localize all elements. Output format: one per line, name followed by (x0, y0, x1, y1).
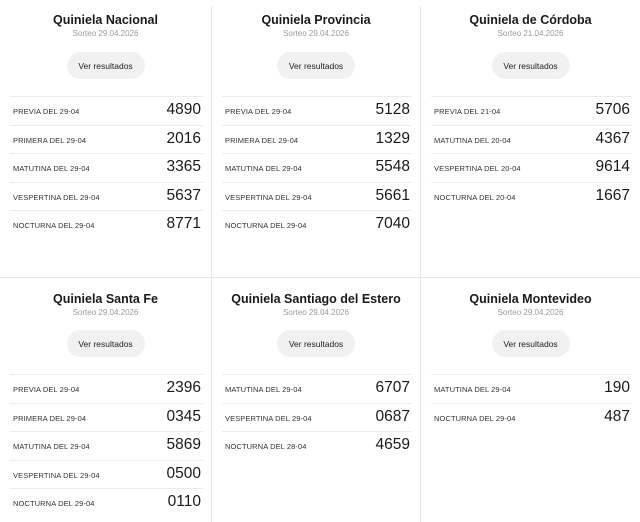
card-quiniela-provincia (212, 0, 420, 276)
result-row (222, 403, 412, 432)
winning-number: 2016 (166, 129, 201, 147)
draw-name: VESPERTINA DEL 29-04 (225, 192, 312, 202)
result-row (10, 153, 203, 182)
draw-name: PRIMERA DEL 29-04 (225, 135, 299, 145)
card-draw-date: Sorteo 21.04.2026 (497, 29, 564, 38)
winning-number: 2396 (166, 379, 201, 396)
draw-name: PRIMERA DEL 29-04 (13, 413, 87, 423)
result-row (431, 403, 632, 432)
winning-number: 5869 (166, 436, 201, 454)
winning-number: 4890 (166, 101, 201, 118)
draw-name: MATUTINA DEL 20-04 (434, 135, 511, 145)
draw-name: NOCTURNA DEL 29-04 (13, 221, 95, 231)
draw-name: PREVIA DEL 29-04 (225, 107, 292, 116)
winning-number: 0345 (166, 407, 201, 425)
winning-number: 487 (604, 407, 630, 425)
result-row (222, 374, 412, 403)
card-title: Quiniela Santiago del Estero (231, 292, 401, 306)
result-row (10, 488, 203, 517)
draw-name: NOCTURNA DEL 29-04 (225, 221, 307, 231)
card-title: Quiniela Montevideo (469, 292, 592, 306)
ver-resultados-button[interactable]: Ver resultados (492, 52, 570, 79)
results-list (431, 374, 632, 431)
draw-name: NOCTURNA DEL 28-04 (225, 442, 307, 452)
winning-number: 5706 (595, 101, 630, 118)
winning-number: 3365 (166, 158, 201, 176)
winning-number: 1667 (595, 186, 630, 204)
result-row (222, 431, 412, 460)
card-quiniela-santiago-del-estero (212, 278, 420, 522)
draw-name: VESPERTINA DEL 29-04 (225, 413, 312, 423)
card-title: Quiniela de Córdoba (469, 13, 592, 27)
winning-number: 0500 (166, 464, 201, 482)
draw-name: NOCTURNA DEL 29-04 (13, 499, 95, 509)
winning-number: 6707 (375, 379, 410, 396)
card-title: Quiniela Santa Fe (53, 292, 158, 306)
winning-number: 8771 (166, 215, 201, 233)
result-row (222, 210, 412, 239)
results-list (222, 96, 412, 239)
winning-number: 0687 (375, 407, 410, 425)
draw-name: MATUTINA DEL 29-04 (225, 385, 302, 394)
winning-number: 1329 (375, 129, 410, 147)
result-row (222, 153, 412, 182)
result-row (431, 374, 632, 403)
result-row (10, 125, 203, 154)
card-quiniela-cordoba (421, 0, 640, 276)
result-row (431, 125, 632, 154)
result-row (431, 96, 632, 125)
draw-name: VESPERTINA DEL 29-04 (13, 470, 100, 480)
result-row (10, 460, 203, 489)
card-title: Quiniela Nacional (53, 13, 158, 27)
ver-resultados-button[interactable]: Ver resultados (492, 330, 570, 357)
draw-name: VESPERTINA DEL 29-04 (13, 192, 100, 202)
result-row (431, 182, 632, 211)
card-quiniela-montevideo (421, 278, 640, 522)
draw-name: VESPERTINA DEL 20-04 (434, 164, 521, 174)
results-list (10, 374, 203, 517)
winning-number: 7040 (375, 215, 410, 233)
winning-number: 4659 (375, 436, 410, 454)
draw-name: MATUTINA DEL 29-04 (13, 164, 90, 174)
winning-number: 4367 (595, 129, 630, 147)
winning-number: 5661 (375, 186, 410, 204)
ver-resultados-button[interactable]: Ver resultados (277, 330, 355, 357)
result-row (222, 96, 412, 125)
ver-resultados-button[interactable]: Ver resultados (67, 330, 145, 357)
draw-name: MATUTINA DEL 29-04 (13, 442, 90, 452)
card-title: Quiniela Provincia (261, 13, 371, 27)
card-draw-date: Sorteo 29.04.2026 (72, 29, 139, 38)
draw-name: PREVIA DEL 21-04 (434, 107, 501, 116)
card-draw-date: Sorteo 29.04.2026 (283, 308, 349, 317)
card-quiniela-santa-fe (0, 278, 211, 522)
results-list (431, 96, 632, 210)
result-row (10, 374, 203, 403)
card-draw-date: Sorteo 29.04.2026 (497, 308, 564, 317)
winning-number: 0110 (167, 493, 201, 511)
results-list (10, 96, 203, 239)
card-draw-date: Sorteo 29.04.2026 (72, 308, 139, 317)
ver-resultados-button[interactable]: Ver resultados (277, 52, 355, 79)
result-row (222, 182, 412, 211)
draw-name: NOCTURNA DEL 20-04 (434, 192, 516, 202)
winning-number: 5548 (375, 158, 410, 176)
result-row (10, 182, 203, 211)
winning-number: 5637 (166, 186, 201, 204)
card-quiniela-nacional (0, 0, 211, 276)
draw-name: PREVIA DEL 29-04 (13, 107, 80, 116)
result-row (10, 431, 203, 460)
draw-name: PREVIA DEL 29-04 (13, 385, 80, 394)
result-row (431, 153, 632, 182)
result-row (10, 210, 203, 239)
draw-name: MATUTINA DEL 29-04 (434, 385, 511, 394)
draw-name: NOCTURNA DEL 29-04 (434, 413, 516, 423)
draw-name: MATUTINA DEL 29-04 (225, 164, 302, 174)
results-list (222, 374, 412, 460)
result-row (10, 403, 203, 432)
ver-resultados-button[interactable]: Ver resultados (67, 52, 145, 79)
result-row (222, 125, 412, 154)
winning-number: 5128 (375, 101, 410, 118)
result-row (10, 96, 203, 125)
winning-number: 9614 (595, 158, 630, 176)
winning-number: 190 (604, 379, 630, 396)
card-draw-date: Sorteo 29.04.2026 (283, 29, 349, 38)
draw-name: PRIMERA DEL 29-04 (13, 135, 87, 145)
